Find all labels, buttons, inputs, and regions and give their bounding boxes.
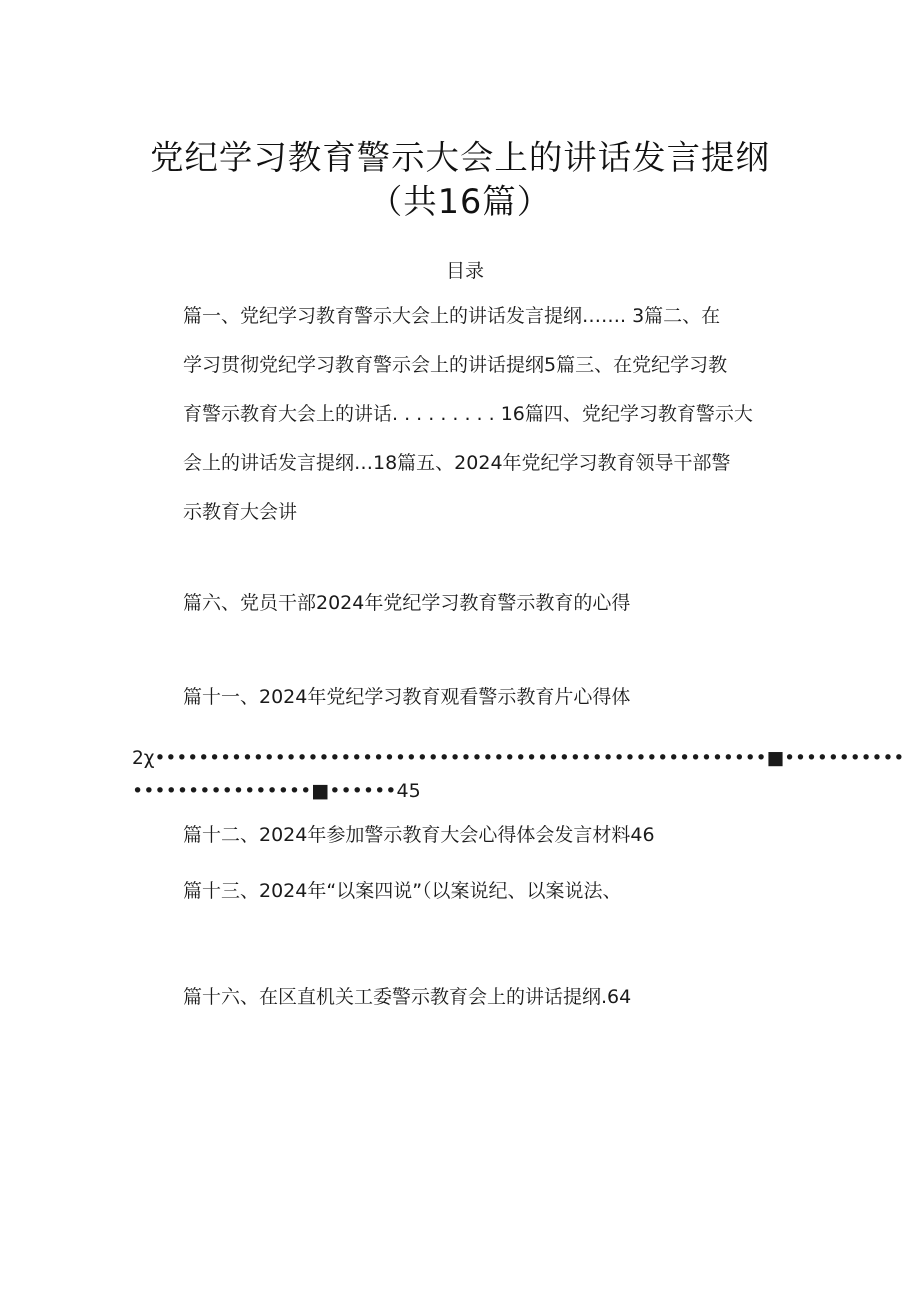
toc-line: 学习贯彻党纪学习教育警示会上的讲话提纲5篇三、在党纪学习教 [183, 354, 728, 376]
table-of-contents-heading: 目录 [445, 260, 484, 282]
toc-paragraph [183, 292, 803, 537]
toc-entry-13: 篇十三、2024年“以案四说”（以案说纪、以案说法、 [183, 880, 622, 902]
toc-leader-line-1: 2χ••••••••••••••••••••••••••••••••••••••••••••••••••••••••■••••••••••• [132, 748, 905, 769]
toc-entry-12: 篇十二、2024年参加警示教育大会心得体会发言材料46 [183, 824, 655, 846]
toc-line: 篇一、党纪学习教育警示大会上的讲话发言提纲……. 3篇二、在 [183, 305, 721, 327]
toc-entry-16: 篇十六、在区直机关工委警示教育会上的讲话提纲.64 [183, 986, 632, 1008]
toc-line: 会上的讲话发言提纲…18篇五、2024年党纪学习教育领导干部警 [183, 452, 731, 474]
toc-entry-6: 篇六、党员干部2024年党纪学习教育警示教育的心得 [183, 592, 631, 614]
toc-leader-line-2: ••••••••••••••••■••••••45 [132, 780, 421, 802]
toc-line: 育警示教育大会上的讲话. . . . . . . . . 16篇四、党纪学习教育警示大 [183, 403, 753, 425]
document-title-line-2: （共16篇） [368, 182, 552, 221]
toc-line: 示教育大会讲 [183, 501, 298, 523]
document-title-line-1: 党纪学习教育警示大会上的讲话发言提纲 [150, 138, 770, 177]
toc-entry-11: 篇十一、2024年党纪学习教育观看警示教育片心得体 [183, 686, 631, 708]
